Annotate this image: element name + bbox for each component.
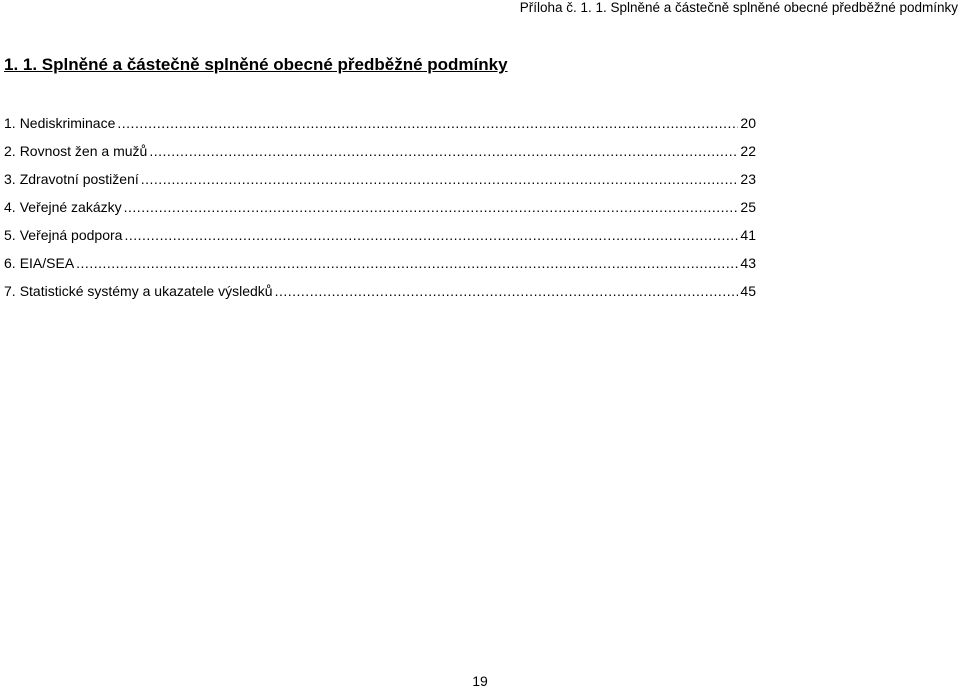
toc-entry-title: EIA/SEA xyxy=(19,255,75,271)
toc-dot-leader xyxy=(275,281,739,301)
toc-entry-number: 4. xyxy=(4,199,16,215)
toc-entry-page: 25 xyxy=(740,199,756,215)
toc-entry-title: Nediskriminace xyxy=(19,115,116,131)
toc-dot-leader xyxy=(141,169,739,189)
toc-entry-title: Statistické systémy a ukazatele výsledků xyxy=(19,283,273,299)
toc-entry-page: 45 xyxy=(740,283,756,299)
toc-dot-leader xyxy=(124,197,739,217)
toc-entry-page: 23 xyxy=(740,171,756,187)
toc-dot-leader xyxy=(117,113,738,133)
page-number: 19 xyxy=(472,673,488,689)
toc-entry-number: 3. xyxy=(4,171,16,187)
toc-entry-nediskriminace[interactable] xyxy=(4,113,756,141)
toc-entry-statisticke-systemy[interactable] xyxy=(4,281,756,309)
toc-dot-leader xyxy=(124,225,738,245)
toc-entry-page: 43 xyxy=(740,255,756,271)
toc-dot-leader xyxy=(149,141,738,161)
table-of-contents xyxy=(4,113,756,309)
toc-entry-page: 20 xyxy=(740,115,756,131)
toc-entry-number: 7. xyxy=(4,283,16,299)
toc-entry-title: Rovnost žen a mužů xyxy=(19,143,148,159)
toc-entry-title: Veřejné zakázky xyxy=(19,199,122,215)
toc-entry-verejne-zakazky[interactable] xyxy=(4,197,756,225)
toc-entry-verejna-podpora[interactable] xyxy=(4,225,756,253)
toc-dot-leader xyxy=(76,253,738,273)
toc-entry-zdravotni-postizeni[interactable] xyxy=(4,169,756,197)
toc-entry-number: 5. xyxy=(4,227,16,243)
toc-entry-number: 2. xyxy=(4,143,16,159)
running-header: Příloha č. 1. 1. Splněné a částečně splněné obecné předběžné podmínky xyxy=(519,0,958,15)
toc-entry-number: 1. xyxy=(4,115,16,131)
toc-entry-eia-sea[interactable] xyxy=(4,253,756,281)
toc-entry-number: 6. xyxy=(4,255,16,271)
toc-entry-title: Veřejná podpora xyxy=(19,227,123,243)
toc-entry-page: 22 xyxy=(740,143,756,159)
section-heading: 1. 1. Splněné a částečně splněné obecné předběžné podmínky xyxy=(4,55,508,74)
toc-entry-rovnost-zen-a-muzu[interactable] xyxy=(4,141,756,169)
toc-entry-title: Zdravotní postižení xyxy=(19,171,139,187)
toc-entry-page: 41 xyxy=(740,227,756,243)
